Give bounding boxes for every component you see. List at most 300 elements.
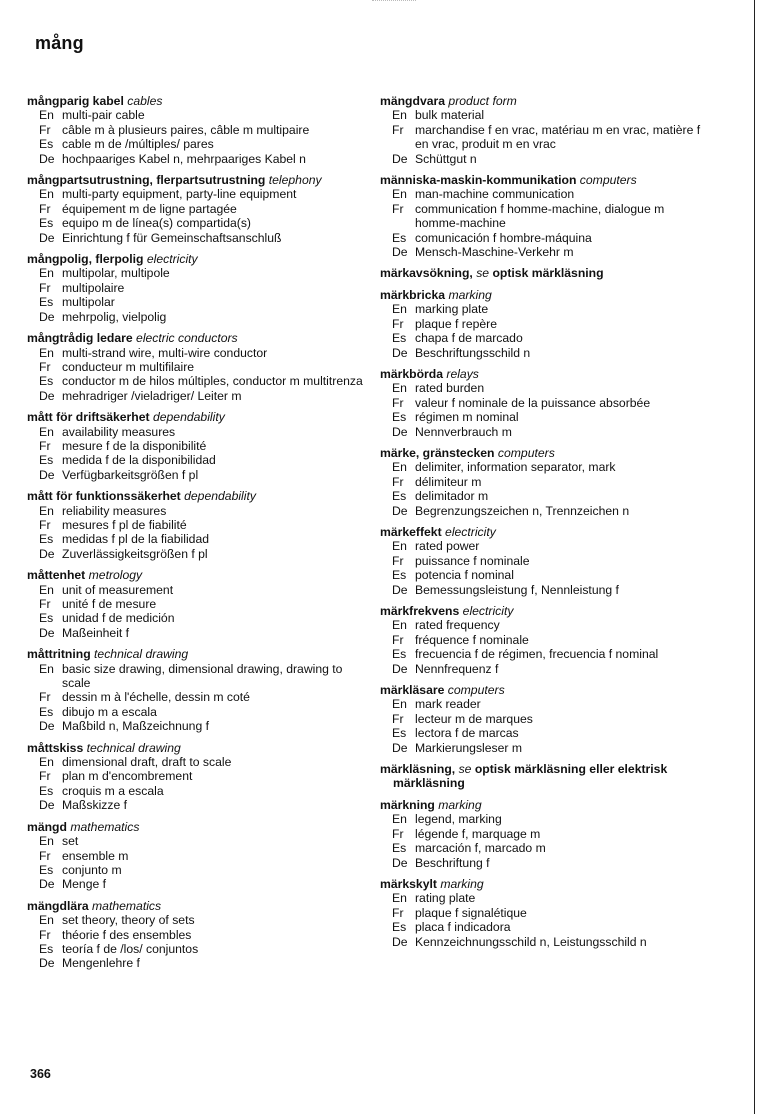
language-code: Fr	[392, 905, 404, 920]
translation-line	[380, 568, 712, 582]
entry-headword-line	[380, 762, 712, 791]
translation-text: régimen m nominal	[415, 410, 519, 425]
see-reference: se	[458, 762, 472, 777]
translation-line	[27, 108, 367, 122]
language-code: Es	[39, 216, 54, 231]
translation-text: plan m d'encombrement	[62, 769, 193, 784]
translation-text: valeur f nominale de la puissance absorbée	[415, 395, 651, 410]
language-code: Es	[392, 726, 407, 741]
entry-headword-line	[27, 331, 367, 345]
translation-line	[380, 475, 712, 489]
language-code: De	[392, 740, 408, 755]
translation-text: Kennzeichnungsschild n, Leistungsschild n	[415, 934, 647, 949]
language-code: Fr	[39, 201, 51, 216]
language-code: Es	[39, 783, 54, 798]
translation-line	[380, 618, 712, 632]
language-code: En	[392, 460, 407, 475]
entry-headword-line	[380, 525, 712, 539]
translation-text: Menge f	[62, 877, 107, 892]
language-code: En	[392, 618, 407, 633]
translation-text: Nennfrequenz f	[415, 661, 499, 676]
translation-line	[27, 389, 367, 403]
dictionary-entry	[380, 367, 712, 439]
translation-line	[27, 583, 367, 597]
translation-text: Verfügbarkeitsgrößen f pl	[62, 467, 199, 482]
language-code: De	[392, 661, 408, 676]
subject-field: marking	[438, 797, 482, 812]
subject-field: technical drawing	[86, 740, 181, 755]
translation-text: unité f de mesure	[62, 597, 157, 611]
headword: märkning	[380, 797, 435, 812]
language-code: En	[39, 661, 54, 676]
translation-text: communication f homme-machine, dialogue m homme-machine	[415, 201, 665, 231]
translation-line	[27, 913, 367, 927]
dictionary-entry	[27, 173, 367, 245]
entry-headword-line	[380, 266, 712, 280]
language-code: En	[39, 755, 54, 770]
subject-field: dependability	[152, 410, 225, 425]
subject-field: dependability	[184, 489, 256, 504]
language-code: En	[392, 539, 407, 554]
entry-headword-line	[27, 410, 367, 424]
translation-text: marking plate	[415, 302, 489, 317]
translation-line	[380, 187, 712, 201]
translation-text: multi-party equipment, party-line equipment	[62, 187, 297, 202]
translation-line	[27, 439, 367, 453]
translation-line	[27, 942, 367, 956]
translation-line	[380, 331, 712, 345]
language-code: En	[392, 187, 407, 202]
subject-field: mathematics	[92, 898, 162, 913]
entry-headword-line	[380, 94, 712, 108]
language-code: En	[39, 424, 54, 439]
headword: märkskylt	[380, 876, 437, 891]
translation-text: mesures f pl de fiabilité	[62, 517, 187, 532]
entry-headword-line	[380, 683, 712, 697]
language-code: Es	[39, 862, 54, 877]
entry-headword-line	[380, 877, 712, 891]
language-code: De	[392, 345, 408, 360]
translation-text: multi-strand wire, multi-wire conductor	[62, 345, 268, 360]
cross-reference-target: optisk märkläsning	[492, 266, 604, 281]
translation-line	[27, 849, 367, 863]
translation-line	[380, 920, 712, 934]
language-code: Fr	[39, 517, 51, 532]
language-code: Fr	[392, 122, 404, 137]
dictionary-entry	[380, 173, 712, 259]
entry-headword-line	[27, 741, 367, 755]
translation-text: unidad f de medición	[62, 611, 175, 626]
language-code: Fr	[39, 280, 51, 295]
language-code: De	[39, 798, 55, 813]
translation-line	[380, 906, 712, 920]
language-code: De	[39, 719, 55, 734]
language-code: Fr	[39, 122, 51, 137]
subject-field: electricity	[146, 252, 198, 267]
language-code: Fr	[392, 474, 404, 489]
headword: märke, gränstecken	[380, 445, 495, 460]
translation-text: mehradriger /vieladriger/ Leiter m	[62, 388, 242, 403]
translation-line	[380, 539, 712, 553]
language-code: Es	[392, 410, 407, 425]
translation-text: cable m de /múltiples/ pares	[62, 137, 214, 152]
language-code: Fr	[392, 201, 404, 216]
language-code: En	[392, 697, 407, 712]
page-number: 366	[30, 1067, 51, 1081]
language-code: De	[392, 424, 408, 439]
translation-text: multipolaire	[62, 280, 125, 295]
subject-field: marking	[440, 876, 484, 891]
translation-text: multipolar	[62, 295, 115, 310]
entry-headword-line	[380, 446, 712, 460]
translation-text: reliability measures	[62, 503, 167, 518]
translation-text: croquis m a escala	[62, 783, 164, 798]
translation-text: Maßeinheit f	[62, 625, 130, 640]
translation-text: rated power	[415, 539, 480, 554]
dictionary-entry	[27, 410, 367, 482]
language-code: Fr	[39, 848, 51, 863]
translation-line	[380, 504, 712, 518]
entry-headword-line	[27, 647, 367, 661]
translation-text: medidas f pl de la fiabilidad	[62, 532, 210, 547]
language-code: Es	[39, 374, 54, 389]
translation-text: légende f, marquage m	[415, 826, 541, 841]
translation-line	[27, 877, 367, 891]
translation-text: Beschriftung f	[415, 855, 490, 870]
translation-text: rated burden	[415, 381, 485, 396]
translation-line	[380, 647, 712, 661]
dictionary-entry	[380, 604, 712, 676]
subject-field: product form	[448, 94, 517, 108]
language-code: En	[39, 266, 54, 281]
translation-line	[27, 281, 367, 295]
translation-line	[27, 611, 367, 625]
translation-text: Schüttgut n	[415, 151, 477, 166]
translation-text: équipement m de ligne partagée	[62, 201, 237, 216]
translation-line	[27, 295, 367, 309]
language-code: De	[392, 503, 408, 518]
dictionary-entry	[27, 489, 367, 561]
translation-line	[27, 187, 367, 201]
language-code: Es	[39, 532, 54, 547]
subject-field: computers	[579, 173, 637, 188]
translation-line	[27, 705, 367, 719]
translation-text: equipo m de línea(s) compartida(s)	[62, 216, 251, 231]
translation-text: puissance f nominale	[415, 553, 530, 568]
dictionary-entry	[27, 899, 367, 971]
translation-text: Maßskizze f	[62, 798, 128, 813]
language-code: Fr	[39, 359, 51, 374]
language-code: De	[39, 151, 55, 166]
headword: mångparig kabel	[27, 94, 124, 108]
headword: måttskiss	[27, 740, 84, 755]
language-code: En	[39, 187, 54, 202]
translation-line	[27, 310, 367, 324]
translation-line	[27, 374, 367, 388]
translation-text: Mensch-Maschine-Verkehr m	[415, 245, 574, 260]
translation-line	[380, 410, 712, 424]
translation-text: Mengenlehre f	[62, 956, 140, 971]
translation-text: ensemble m	[62, 848, 129, 863]
translation-line	[27, 231, 367, 245]
translation-line	[380, 231, 712, 245]
translation-text: Maßbild n, Maßzeichnung f	[62, 719, 209, 734]
translation-text: Markierungsleser m	[415, 740, 523, 755]
language-code: De	[39, 230, 55, 245]
dictionary-entry	[380, 288, 712, 360]
translation-text: set	[62, 834, 79, 849]
language-code: Fr	[392, 316, 404, 331]
translation-text: conducteur m multifilaire	[62, 359, 195, 374]
translation-line	[27, 216, 367, 230]
entry-headword-line	[380, 798, 712, 812]
translation-line	[27, 719, 367, 733]
language-code: En	[39, 345, 54, 360]
translation-text: multi-pair cable	[62, 108, 145, 123]
headword: märkläsning,	[380, 762, 456, 777]
translation-line	[27, 425, 367, 439]
dictionary-entry	[27, 252, 367, 324]
headword: mängd	[27, 819, 67, 834]
translation-text: rated frequency	[415, 618, 500, 633]
language-code: En	[39, 913, 54, 928]
dictionary-entry	[27, 647, 367, 733]
translation-line	[380, 554, 712, 568]
translation-line	[27, 834, 367, 848]
right-column	[380, 94, 712, 956]
translation-line	[27, 662, 367, 691]
translation-text: delimiter, information separator, mark	[415, 460, 616, 475]
translation-text: plaque f signalétique	[415, 905, 527, 920]
translation-text: lectora f de marcas	[415, 726, 519, 741]
language-code: De	[39, 467, 55, 482]
cross-reference-target: optisk märkläsning eller elektrisk märkläsning	[393, 762, 668, 791]
translation-text: Nennverbrauch m	[415, 424, 512, 439]
translation-line	[380, 346, 712, 360]
translation-text: availability measures	[62, 424, 176, 439]
language-code: Es	[39, 453, 54, 468]
translation-line	[380, 633, 712, 647]
dictionary-entry	[27, 741, 367, 813]
language-code: En	[39, 503, 54, 518]
translation-text: Einrichtung f für Gemeinschaftsanschluß	[62, 230, 282, 245]
translation-text: délimiteur m	[415, 474, 482, 489]
translation-line	[27, 769, 367, 783]
page-edge-rule	[754, 0, 755, 1114]
subject-field: computers	[447, 683, 505, 698]
translation-line	[27, 532, 367, 546]
language-code: Es	[39, 295, 54, 310]
headword: märkeffekt	[380, 524, 442, 539]
subject-field: electricity	[462, 604, 514, 618]
translation-line	[27, 504, 367, 518]
language-code: Es	[392, 230, 407, 245]
translation-line	[27, 202, 367, 216]
see-reference: se	[476, 266, 490, 281]
translation-text: legend, marking	[415, 812, 502, 827]
language-code: Es	[39, 137, 54, 152]
headword: märkfrekvens	[380, 604, 460, 618]
language-code: En	[39, 582, 54, 597]
translation-text: hochpaariges Kabel n, mehrpaariges Kabel n	[62, 151, 306, 166]
language-code: Es	[392, 489, 407, 504]
translation-text: plaque f repère	[415, 316, 497, 331]
translation-line	[27, 928, 367, 942]
translation-line	[380, 891, 712, 905]
dictionary-entry	[27, 94, 367, 166]
subject-field: electric conductors	[136, 331, 238, 346]
translation-line	[27, 152, 367, 166]
language-code: En	[39, 108, 54, 123]
translation-text: placa f indicadora	[415, 920, 511, 935]
left-column	[27, 94, 367, 978]
entry-headword-line	[27, 820, 367, 834]
headword: mångtrådig ledare	[27, 331, 133, 346]
translation-line	[380, 935, 712, 949]
entry-headword-line	[27, 252, 367, 266]
language-code: De	[39, 625, 55, 640]
translation-text: Bemessungsleistung f, Nennleistung f	[415, 582, 619, 597]
translation-text: man-machine communication	[415, 187, 575, 202]
headword: mängdvara	[380, 94, 446, 108]
translation-text: frecuencia f de régimen, frecuencia f nominal	[415, 647, 659, 662]
translation-text: théorie f des ensembles	[62, 927, 192, 942]
translation-text: marcación f, marcado m	[415, 841, 546, 856]
language-code: Fr	[392, 711, 404, 726]
dictionary-entry	[380, 266, 712, 280]
language-code: De	[392, 245, 408, 260]
translation-text: dessin m à l'échelle, dessin m coté	[62, 690, 250, 705]
translation-line	[27, 547, 367, 561]
language-code: De	[39, 388, 55, 403]
translation-line	[380, 123, 712, 152]
language-code: Fr	[39, 597, 51, 611]
headword: märkbörda	[380, 366, 443, 381]
translation-line	[380, 245, 712, 259]
entry-headword-line	[380, 604, 712, 618]
translation-text: mehrpolig, vielpolig	[62, 309, 167, 324]
headword: märkavsökning,	[380, 266, 473, 281]
entry-headword-line	[380, 173, 712, 187]
translation-text: chapa f de marcado	[415, 331, 523, 346]
headword: mått för funktionssäkerhet	[27, 489, 181, 504]
language-code: Es	[392, 568, 407, 583]
translation-line	[27, 690, 367, 704]
running-header: mång	[35, 33, 84, 53]
subject-field: technical drawing	[94, 647, 189, 662]
subject-field: telephony	[268, 173, 322, 188]
subject-field: computers	[497, 445, 555, 460]
dictionary-entry	[380, 446, 712, 518]
translation-line	[380, 741, 712, 755]
translation-line	[380, 856, 712, 870]
language-code: De	[392, 151, 408, 166]
entry-headword-line	[27, 568, 367, 582]
translation-line	[380, 489, 712, 503]
dictionary-entry	[380, 798, 712, 870]
translation-line	[380, 712, 712, 726]
language-code: Fr	[392, 632, 404, 647]
headword: märkbricka	[380, 287, 446, 302]
language-code: De	[392, 934, 408, 949]
translation-line	[380, 381, 712, 395]
translation-line	[380, 460, 712, 474]
subject-field: electricity	[445, 524, 496, 539]
language-code: Es	[39, 941, 54, 956]
headword: märkläsare	[380, 683, 445, 698]
translation-text: marchandise f en vrac, matériau m en vrac, matière f en vrac, produit m en vrac	[415, 122, 701, 152]
translation-line	[380, 812, 712, 826]
language-code: Fr	[39, 690, 51, 705]
language-code: Fr	[392, 395, 404, 410]
dictionary-entry	[27, 568, 367, 640]
translation-text: comunicación f hombre-máquina	[415, 230, 592, 245]
translation-line	[27, 266, 367, 280]
dictionary-entry	[27, 820, 367, 892]
translation-text: bulk material	[415, 108, 485, 123]
translation-text: rating plate	[415, 891, 476, 906]
translation-text: dibujo m a escala	[62, 704, 157, 719]
translation-text: conjunto m	[62, 862, 122, 877]
translation-line	[380, 841, 712, 855]
headword: mångpartsutrustning, flerpartsutrustning	[27, 173, 266, 188]
language-code: Es	[392, 331, 407, 346]
language-code: En	[392, 812, 407, 827]
translation-line	[380, 583, 712, 597]
translation-line	[27, 755, 367, 769]
language-code: Fr	[39, 769, 51, 784]
translation-text: câble m à plusieurs paires, câble m multipaire	[62, 122, 310, 137]
translation-text: delimitador m	[415, 489, 489, 504]
language-code: Es	[392, 647, 407, 662]
subject-field: relays	[446, 366, 479, 381]
headword: mångpolig, flerpolig	[27, 252, 144, 267]
subject-field: metrology	[88, 568, 143, 583]
dictionary-entry	[380, 762, 712, 791]
translation-line	[380, 662, 712, 676]
language-code: En	[392, 108, 407, 123]
subject-field: mathematics	[70, 819, 140, 834]
translation-text: Zuverlässigkeitsgrößen f pl	[62, 546, 208, 561]
translation-text: fréquence f nominale	[415, 632, 529, 647]
translation-line	[27, 468, 367, 482]
translation-line	[380, 302, 712, 316]
scan-mark	[372, 0, 416, 3]
language-code: De	[392, 855, 408, 870]
translation-text: multipolar, multipole	[62, 266, 170, 281]
language-code: En	[39, 834, 54, 849]
entry-headword-line	[27, 173, 367, 187]
language-code: Es	[392, 920, 407, 935]
subject-field: marking	[448, 287, 492, 302]
translation-line	[27, 360, 367, 374]
language-code: Es	[392, 841, 407, 856]
translation-text: basic size drawing, dimensional drawing, drawing to scale	[62, 661, 343, 691]
headword: mängdlära	[27, 898, 89, 913]
translation-line	[380, 425, 712, 439]
translation-text: dimensional draft, draft to scale	[62, 755, 232, 770]
language-code: En	[392, 891, 407, 906]
entry-headword-line	[380, 367, 712, 381]
language-code: En	[392, 302, 407, 317]
language-code: De	[392, 582, 408, 597]
headword: mått för driftsäkerhet	[27, 410, 150, 425]
translation-line	[27, 956, 367, 970]
dictionary-entry	[27, 331, 367, 403]
translation-line	[27, 863, 367, 877]
translation-line	[27, 137, 367, 151]
translation-line	[27, 597, 367, 611]
